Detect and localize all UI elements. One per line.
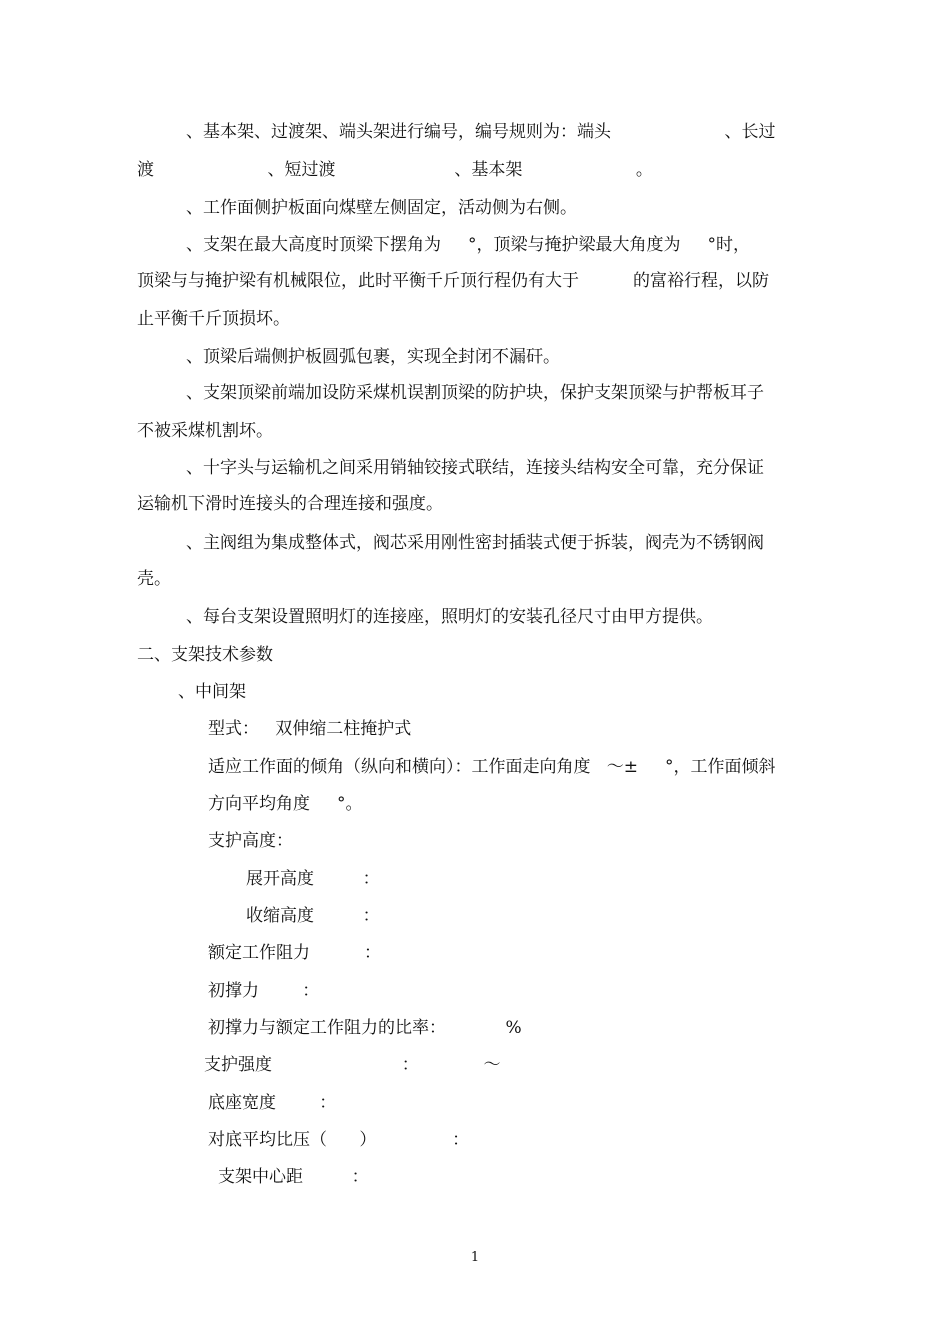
param-setting-force: 初撑力 ： <box>208 981 320 1001</box>
param-rated-resistance: 额定工作阻力 ： <box>208 943 382 963</box>
param-retracted-height: 收缩高度 ： <box>246 906 380 926</box>
param-base-width: 底座宽度 ： <box>208 1093 337 1113</box>
param-extended-height: 展开高度 ： <box>246 869 380 889</box>
param-support-height: 支护高度： <box>208 831 293 851</box>
param-support-strength: 支护强度 ： ～ <box>204 1055 501 1075</box>
paragraph-7-line-1: 、主阀组为集成整体式，阀芯采用刚性密封插装式便于拆装，阀壳为不锈钢阀 <box>186 533 764 553</box>
paragraph-6-line-2: 运输机下滑时连接头的合理连接和强度。 <box>137 494 443 514</box>
paragraph-8-line-1: 、每台支架设置照明灯的连接座，照明灯的安装孔径尺寸由甲方提供。 <box>186 607 713 627</box>
param-base-pressure: 对底平均比压（ ） ： <box>208 1130 470 1150</box>
paragraph-3-line-1: 、支架在最大高度时顶梁下摆角为 °，顶梁与掩护梁最大角度为 °时， <box>186 235 751 255</box>
page-number: 1 <box>470 1250 480 1265</box>
paragraph-7-line-2: 壳。 <box>137 569 171 589</box>
paragraph-4-line-1: 、顶梁后端侧护板圆弧包裹，实现全封闭不漏矸。 <box>186 347 560 367</box>
param-center-distance: 支架中心距 ： <box>218 1167 369 1187</box>
paragraph-6-line-1: 、十字头与运输机之间采用销轴铰接式联结，连接头结构安全可靠，充分保证 <box>186 458 764 478</box>
param-type: 型式： 双伸缩二柱掩护式 <box>208 719 412 739</box>
paragraph-3-line-2: 顶梁与与掩护梁有机械限位，此时平衡千斤顶行程仍有大于 的富裕行程，以防 <box>137 271 770 291</box>
paragraph-1-line-2: 渡 、短过渡 、基本架 。 <box>137 160 653 180</box>
subsection-heading: 、中间架 <box>178 682 246 702</box>
param-ratio: 初撑力与额定工作阻力的比率： % <box>208 1018 522 1038</box>
paragraph-5-line-2: 不被采煤机割坏。 <box>137 421 273 441</box>
paragraph-1-line-1: 、基本架、过渡架、端头架进行编号，编号规则为：端头 、长过 <box>186 122 776 142</box>
section-heading: 二、支架技术参数 <box>137 645 273 665</box>
paragraph-2-line-1: 、工作面侧护板面向煤壁左侧固定，活动侧为右侧。 <box>186 198 577 218</box>
param-angle-line-1: 适应工作面的倾角（纵向和横向）：工作面走向角度 ～± °，工作面倾斜 <box>208 757 776 777</box>
paragraph-5-line-1: 、支架顶梁前端加设防采煤机误割顶梁的防护块，保护支架顶梁与护帮板耳子 <box>186 383 764 403</box>
paragraph-3-line-3: 止平衡千斤顶损坏。 <box>137 309 290 329</box>
param-angle-line-2: 方向平均角度 °。 <box>208 794 363 814</box>
